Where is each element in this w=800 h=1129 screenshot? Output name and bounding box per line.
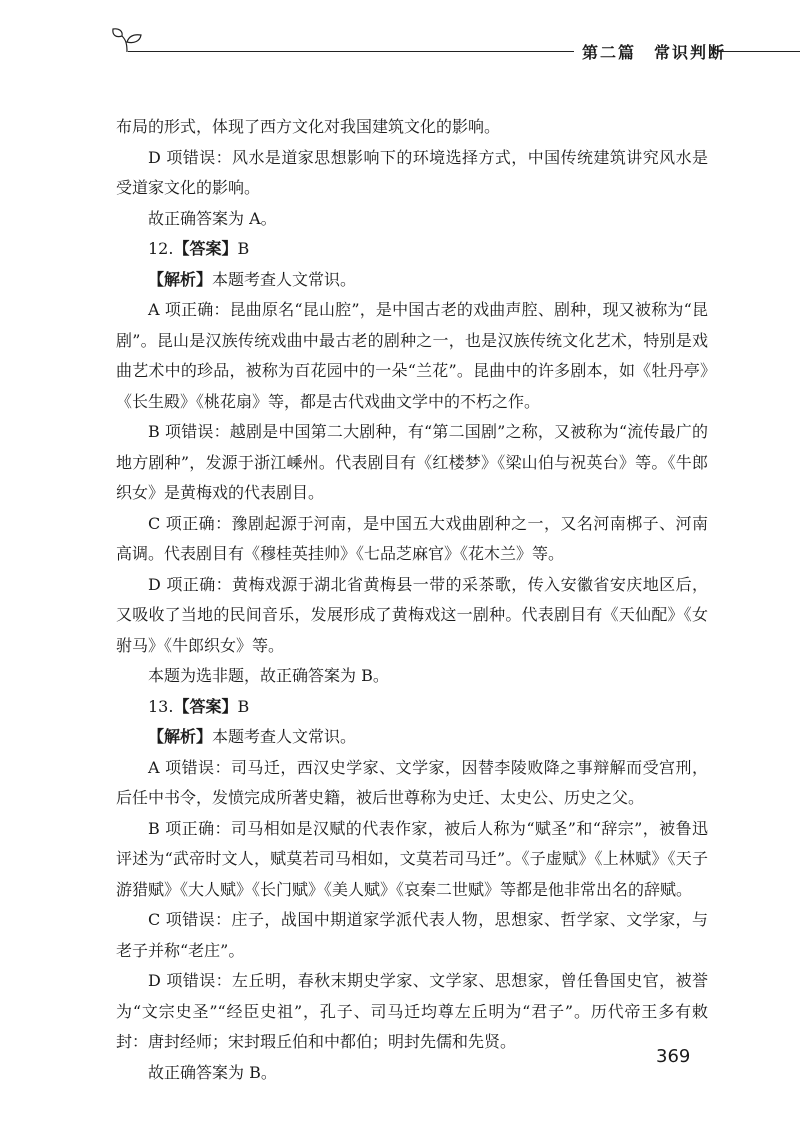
page-header bbox=[110, 18, 800, 68]
analysis-tag: 【解析】 bbox=[148, 727, 213, 746]
page-number: 369 bbox=[656, 1046, 691, 1067]
answer-tag: 【答案】 bbox=[173, 696, 238, 716]
option-b-explanation: B 项正确：司马相如是汉赋的代表作家，被后人称为“赋圣”和“辞宗”，被鲁迅评述为“武帝时文人，赋莫若司马相如，文莫若司马迁”。《子虚赋》《上林赋》《天子游猎赋》《大人赋》《长门赋》《美人赋》《哀秦二世赋》等都是他非常出名的辞赋。 bbox=[116, 818, 708, 899]
answer-tag: 【答案】 bbox=[173, 239, 238, 258]
header-rule-right bbox=[718, 51, 800, 52]
question-12-answer bbox=[116, 234, 708, 265]
conclusion: 故正确答案为 B。 bbox=[148, 1062, 277, 1082]
analysis-tag: 【解析】 bbox=[148, 269, 213, 289]
page-body bbox=[116, 112, 708, 1088]
paragraph: 故正确答案为 A。 bbox=[148, 208, 277, 228]
section-title: 第二篇 常识判断 bbox=[582, 43, 727, 62]
question-number: 13. bbox=[148, 696, 174, 716]
option-d-explanation: D 项错误：左丘明，春秋末期史学家、文学家、思想家，曾任鲁国史官，被誉为“文宗史圣”“经臣史祖”，孔子、司马迁均尊左丘明为“君子”。历代帝王多有敕封：唐封经师；宋封瑕丘伯和中都伯；明封先儒和先贤。 bbox=[116, 971, 708, 1051]
analysis-text: 本题考查人文常识。 bbox=[212, 727, 357, 746]
conclusion: 本题为选非题，故正确答案为 B。 bbox=[148, 666, 389, 685]
question-13-answer bbox=[116, 692, 708, 723]
sprout-icon bbox=[110, 26, 144, 54]
analysis-text: 本题考查人文常识。 bbox=[212, 269, 357, 289]
option-d-explanation: D 项正确：黄梅戏源于湖北省黄梅县一带的采茶歌，传入安徽省安庆地区后，又吸收了当地的民间音乐，发展形成了黄梅戏这一剧种。代表剧目有《天仙配》《女驸马》《牛郎织女》等。 bbox=[116, 574, 708, 655]
option-a-explanation: A 项错误：司马迁，西汉史学家、文学家，因替李陵败降之事辩解而受宫刑，后任中书令，发愤完成所著史籍，被后世尊称为史迁、太史公、历史之父。 bbox=[116, 757, 708, 807]
paragraph: D 项错误：风水是道家思想影响下的环境选择方式，中国传统建筑讲究风水是受道家文化的影响。 bbox=[116, 147, 708, 197]
paragraph: 布局的形式，体现了西方文化对我国建筑文化的影响。 bbox=[116, 117, 501, 136]
option-a-explanation: A 项正确：昆曲原名“昆山腔”，是中国古老的戏曲声腔、剧种，现又被称为“昆剧”。昆山是汉族传统戏曲中最古老的剧种之一，也是汉族传统文化艺术，特别是戏曲艺术中的珍品，被称为百花园中的一朵“兰花”。昆曲中的许多剧本，如《牡丹亭》《长生殿》《桃花扇》等，都是古代戏曲文学中的不朽之作。 bbox=[116, 300, 708, 411]
option-c-explanation: C 项正确：豫剧起源于河南，是中国五大戏曲剧种之一，又名河南梆子、河南高调。代表剧目有《穆桂英挂帅》《七品芝麻官》《花木兰》等。 bbox=[116, 513, 708, 563]
option-c-explanation: C 项错误：庄子，战国中期道家学派代表人物，思想家、哲学家、文学家，与老子并称“老庄”。 bbox=[116, 910, 708, 960]
header-rule-left bbox=[128, 51, 574, 52]
question-12-analysis bbox=[116, 265, 708, 296]
option-b-explanation: B 项错误：越剧是中国第二大剧种，有“第二国剧”之称，又被称为“流传最广的地方剧种”，发源于浙江嵊州。代表剧目有《红楼梦》《梁山伯与祝英台》等。《牛郎织女》是黄梅戏的代表剧目。 bbox=[116, 422, 708, 502]
question-13-analysis bbox=[116, 722, 708, 753]
question-number: 12. bbox=[148, 239, 174, 258]
answer-value: B bbox=[237, 696, 250, 716]
answer-value: B bbox=[237, 239, 250, 258]
